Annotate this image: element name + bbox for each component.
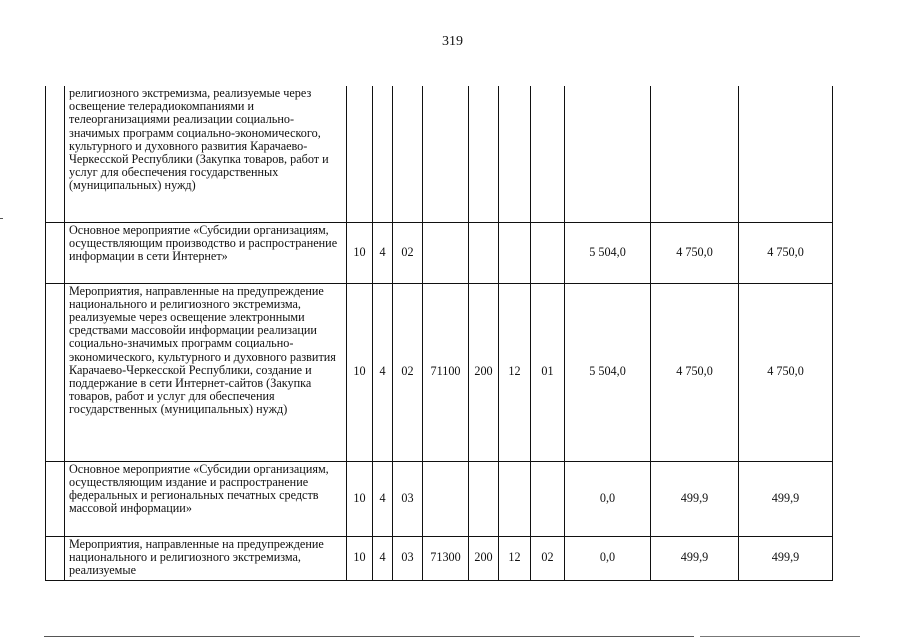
pr-cell: 4 — [373, 283, 393, 461]
vr-cell: 200 — [469, 536, 499, 580]
gp-cell: 02 — [393, 222, 423, 283]
year2-cell — [651, 86, 739, 222]
gp-cell: 03 — [393, 536, 423, 580]
year1-cell: 0,0 — [565, 461, 651, 536]
dir-cell: 71300 — [423, 536, 469, 580]
margin-mark — [0, 218, 3, 219]
kvsr-cell — [499, 86, 531, 222]
rz-cell: 10 — [347, 461, 373, 536]
dir-cell — [423, 222, 469, 283]
rz-cell: 10 — [347, 283, 373, 461]
row-marker-cell — [46, 461, 65, 536]
kvsr-cell: 12 — [499, 283, 531, 461]
kosgu-cell — [531, 86, 565, 222]
kvsr-cell: 12 — [499, 536, 531, 580]
year2-cell: 499,9 — [651, 536, 739, 580]
gp-cell: 03 — [393, 461, 423, 536]
year2-cell: 499,9 — [651, 461, 739, 536]
year3-cell: 4 750,0 — [739, 222, 833, 283]
pr-cell: 4 — [373, 536, 393, 580]
vr-cell — [469, 461, 499, 536]
year1-cell: 5 504,0 — [565, 222, 651, 283]
table-row — [46, 86, 833, 222]
dir-cell: 71100 — [423, 283, 469, 461]
pr-cell: 4 — [373, 461, 393, 536]
kosgu-cell — [531, 222, 565, 283]
vr-cell: 200 — [469, 283, 499, 461]
row-marker-cell — [46, 283, 65, 461]
description-cell: религиозного экстремизма, реализуемые через освещение телерадиокомпаниями и телеорганизациями реализации социально-значимых программ социально-экономического, культурного и духовного развития Карачаево-Черкесской Республики (Закупка товаров, работ и услуг для обеспечения государственных (муниципальных) нужд) — [65, 86, 347, 222]
year2-cell: 4 750,0 — [651, 283, 739, 461]
rz-cell — [347, 86, 373, 222]
gp-cell — [393, 86, 423, 222]
year1-cell: 5 504,0 — [565, 283, 651, 461]
row-marker-cell — [46, 86, 65, 222]
description-cell: Основное мероприятие «Субсидии организациям, осуществляющим издание и распространение федеральных и региональных печатных средств массовой информации» — [65, 461, 347, 536]
bottom-rule — [44, 636, 694, 637]
bottom-rule-secondary — [700, 636, 860, 637]
pr-cell: 4 — [373, 222, 393, 283]
year3-cell: 499,9 — [739, 536, 833, 580]
year2-cell: 4 750,0 — [651, 222, 739, 283]
description-cell: Мероприятия, направленные на предупреждение национального и религиозного экстремизма, реализуемые — [65, 536, 347, 580]
budget-table — [45, 86, 833, 581]
vr-cell — [469, 86, 499, 222]
pr-cell — [373, 86, 393, 222]
row-marker-cell — [46, 222, 65, 283]
page-number: 319 — [442, 34, 463, 49]
table-row — [46, 461, 833, 536]
description-cell: Мероприятия, направленные на предупреждение национального и религиозного экстремизма, реализуемые через освещение электронными средствами массовойи информации реализации социально-значимых программ социально-экономического, культурного и духовного развития Карачаево-Черкесской Республики, создание и поддержание в сети Интернет-сайтов (Закупка товаров, работ и услуг для обеспечения государственных (муниципальных) нужд) — [65, 283, 347, 461]
kvsr-cell — [499, 222, 531, 283]
kvsr-cell — [499, 461, 531, 536]
kosgu-cell — [531, 461, 565, 536]
rz-cell: 10 — [347, 222, 373, 283]
kosgu-cell: 01 — [531, 283, 565, 461]
row-marker-cell — [46, 536, 65, 580]
rz-cell: 10 — [347, 536, 373, 580]
year1-cell — [565, 86, 651, 222]
vr-cell — [469, 222, 499, 283]
description-cell: Основное мероприятие «Субсидии организациям, осуществляющим производство и распространение информации в сети Интернет» — [65, 222, 347, 283]
table-row — [46, 222, 833, 283]
year3-cell — [739, 86, 833, 222]
gp-cell: 02 — [393, 283, 423, 461]
year3-cell: 4 750,0 — [739, 283, 833, 461]
kosgu-cell: 02 — [531, 536, 565, 580]
table-row — [46, 536, 833, 580]
dir-cell — [423, 86, 469, 222]
dir-cell — [423, 461, 469, 536]
year3-cell: 499,9 — [739, 461, 833, 536]
year1-cell: 0,0 — [565, 536, 651, 580]
table-row — [46, 283, 833, 461]
